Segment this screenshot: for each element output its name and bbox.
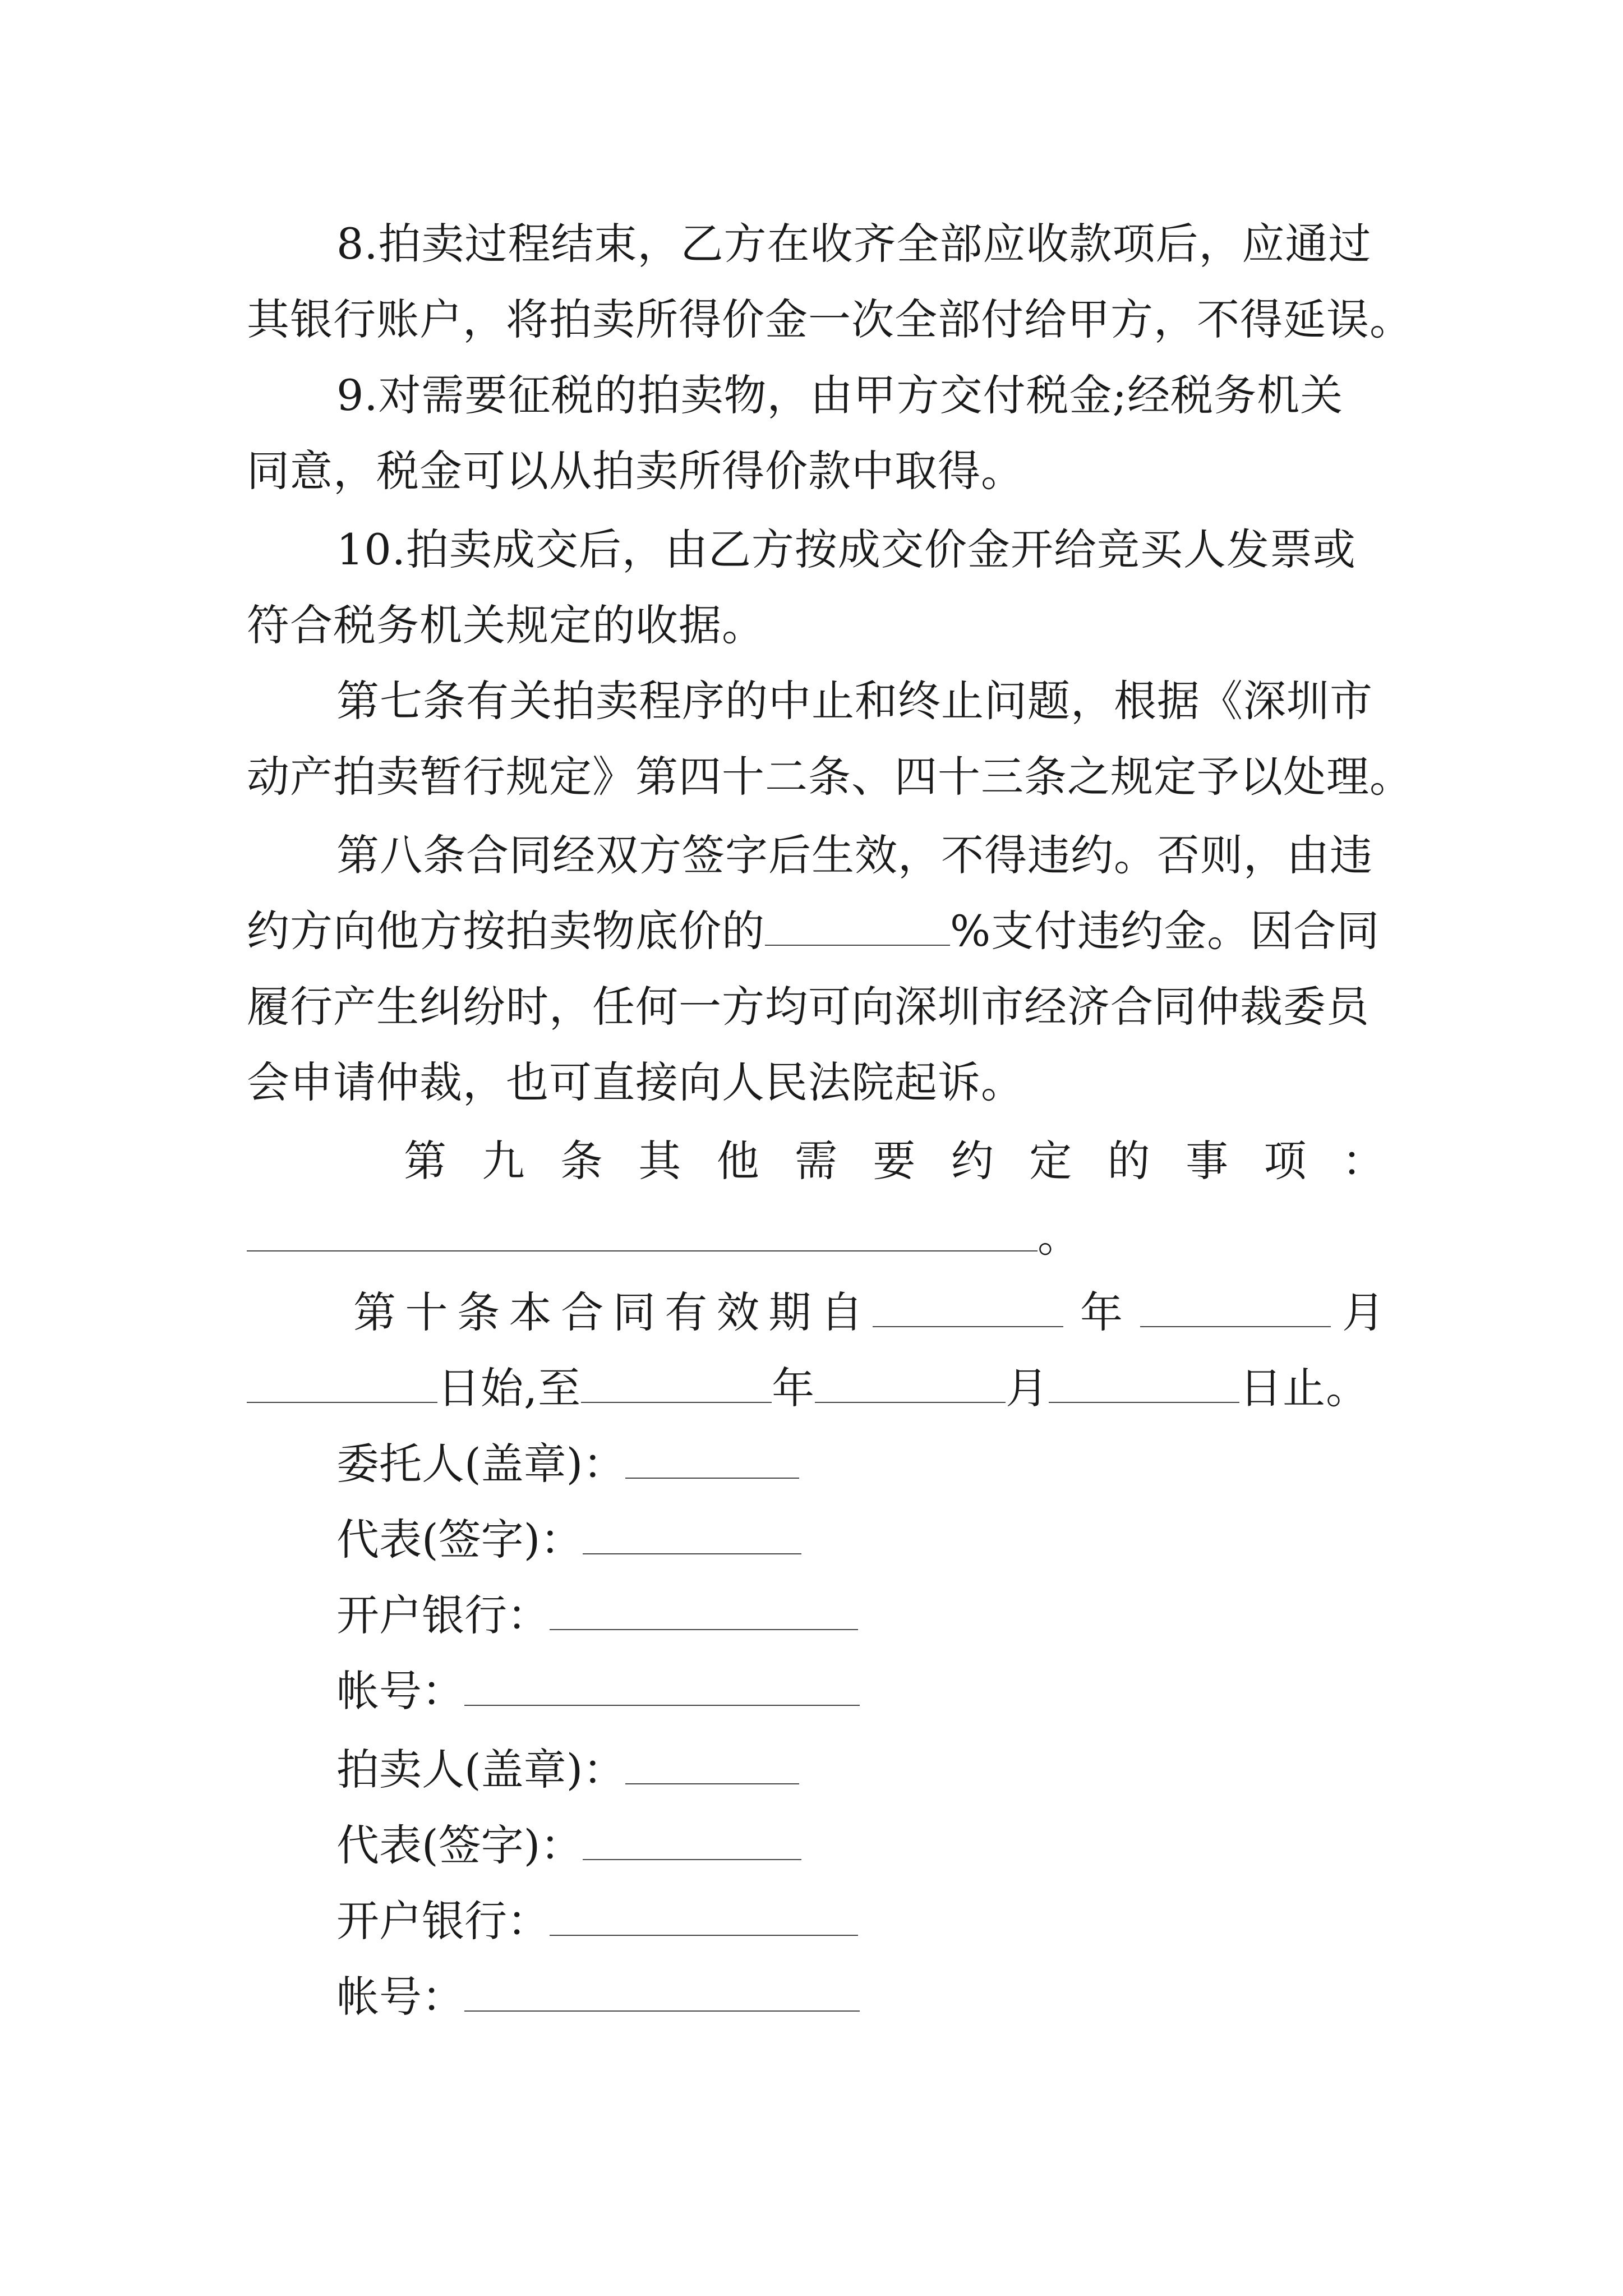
start-label: 日始,至 [437, 1363, 582, 1413]
article-10-char: 自 [820, 1287, 864, 1337]
client-account-row [336, 1663, 860, 1719]
client-bank-field[interactable] [550, 1595, 858, 1630]
year-label: 年 [1080, 1287, 1123, 1337]
article-10-char: 合 [561, 1287, 605, 1337]
article-10-char: 同 [612, 1287, 656, 1337]
start-year-blank[interactable] [873, 1292, 1063, 1327]
clause-10-line-1: 10.拍卖成交后，由乙方按成交价金开给竞买人发票或 [336, 524, 1356, 574]
client-account-label: 帐号： [336, 1666, 464, 1716]
client-seal-field[interactable] [625, 1444, 799, 1479]
clause-9-line-1: 9.对需要征税的拍卖物，由甲方交付税金;经税务机关 [336, 370, 1344, 420]
auctioneer-rep-field[interactable] [583, 1825, 801, 1860]
auctioneer-seal-field[interactable] [625, 1750, 799, 1784]
article-9-end: 。 [1038, 1212, 1081, 1262]
article-9-heading [404, 1133, 1385, 1189]
article-10-char: 本 [509, 1287, 552, 1337]
article-10-heading [353, 1285, 864, 1341]
end-month-label: 月 [1006, 1363, 1049, 1413]
article-9-char: 要 [873, 1136, 916, 1186]
article-9-char: 项 [1264, 1136, 1307, 1186]
auctioneer-account-label: 帐号： [336, 1972, 464, 2022]
other-matters-blank[interactable] [247, 1217, 1038, 1251]
article-10-char: 效 [716, 1287, 760, 1337]
article-9-char: 他 [716, 1136, 760, 1186]
client-seal-row [336, 1436, 799, 1492]
article-8-line-4: 会申请仲裁，也可直接向人民法院起诉。 [247, 1057, 1024, 1107]
article-8-line-2-suffix: %支付违约金。因合同 [950, 906, 1380, 956]
start-day-blank[interactable] [247, 1368, 437, 1403]
article-8-line-2 [247, 903, 1385, 959]
article-8-line-3: 履行产生纠纷时，任何一方均可向深圳市经济合同仲裁委员 [247, 982, 1370, 1032]
start-month-blank[interactable] [1140, 1292, 1331, 1327]
article-9-char: 其 [638, 1136, 682, 1186]
article-9-char: 需 [795, 1136, 838, 1186]
penalty-percent-blank[interactable] [765, 911, 950, 946]
article-9-char: 的 [1107, 1136, 1151, 1186]
article-10-char: 期 [768, 1287, 812, 1337]
client-account-field[interactable] [464, 1671, 860, 1706]
auctioneer-account-field[interactable] [464, 1977, 860, 2012]
end-day-label: 日止。 [1239, 1363, 1370, 1413]
auctioneer-rep-row [336, 1818, 801, 1874]
end-month-blank[interactable] [815, 1368, 1006, 1403]
auctioneer-account-row [336, 1969, 860, 2025]
article-9-char: 定 [1029, 1136, 1073, 1186]
client-bank-label: 开户银行： [336, 1590, 550, 1640]
article-9-char: 条 [560, 1136, 603, 1186]
article-9-char: 第 [404, 1136, 447, 1186]
article-7-line-2: 动产拍卖暂行规定》第四十二条、四十三条之规定予以处理。 [247, 752, 1413, 802]
clause-8-line-1: 8.拍卖过程结束，乙方在收齐全部应收款项后，应通过 [336, 219, 1372, 269]
article-7-line-1: 第七条有关拍卖程序的中止和终止问题，根据《深圳市 [336, 676, 1373, 726]
clause-8-line-2: 其银行账户，将拍卖所得价金一次全部付给甲方，不得延误。 [247, 295, 1413, 344]
article-10-line-2 [247, 1360, 1385, 1416]
client-rep-field[interactable] [583, 1520, 801, 1554]
article-10-char: 十 [405, 1287, 449, 1337]
article-9-char: 九 [482, 1136, 525, 1186]
auctioneer-bank-label: 开户银行： [336, 1896, 550, 1946]
auctioneer-bank-field[interactable] [550, 1901, 858, 1936]
article-10-char: 有 [665, 1287, 708, 1337]
end-year-blank[interactable] [581, 1368, 772, 1403]
client-seal-label: 委托人(盖章)： [336, 1439, 626, 1489]
article-8-line-2-prefix: 约方向他方按拍卖物底价的 [247, 906, 765, 956]
end-day-blank[interactable] [1049, 1368, 1239, 1403]
article-9-char: ： [1341, 1136, 1385, 1186]
client-bank-row [336, 1588, 858, 1644]
auctioneer-seal-label: 拍卖人(盖章)： [336, 1745, 626, 1795]
month-label: 月 [1342, 1287, 1385, 1337]
article-9-char: 约 [951, 1136, 994, 1186]
article-10-char: 第 [353, 1287, 396, 1337]
article-10-char: 条 [457, 1287, 501, 1337]
auctioneer-rep-label: 代表(签字)： [336, 1820, 583, 1870]
article-9-fill-line [247, 1209, 1385, 1265]
clause-9-line-2: 同意，税金可以从拍卖所得价款中取得。 [247, 446, 1024, 496]
client-rep-row [336, 1512, 801, 1568]
clause-10-line-2: 符合税务机关规定的收据。 [247, 600, 765, 650]
article-9-char: 事 [1186, 1136, 1229, 1186]
auctioneer-bank-row [336, 1893, 858, 1949]
end-year-label: 年 [772, 1363, 815, 1413]
auctioneer-seal-row [336, 1742, 799, 1798]
client-rep-label: 代表(签字)： [336, 1515, 583, 1565]
article-10-line-1 [353, 1285, 1385, 1341]
article-8-line-1: 第八条合同经双方签字后生效，不得违约。否则，由违 [336, 830, 1373, 880]
